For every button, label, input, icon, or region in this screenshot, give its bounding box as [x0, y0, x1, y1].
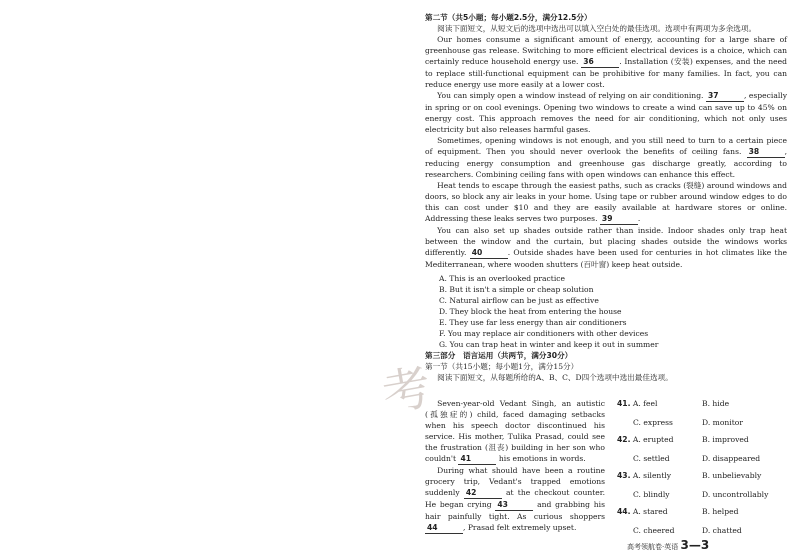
blank-40[interactable]: 40 — [470, 247, 508, 259]
part3-title: 第三部分 语言运用（共两节，满分30分） — [425, 351, 573, 360]
choice[interactable]: C. express — [633, 418, 673, 427]
option-list — [425, 273, 787, 350]
choice[interactable]: B. improved — [702, 435, 749, 444]
option-d: D. They block the heat from entering the house — [439, 307, 622, 316]
choice[interactable]: B. helped — [702, 507, 739, 516]
blank-37[interactable]: 37 — [706, 90, 744, 102]
option-a: A. This is an overlooked practice — [439, 274, 566, 283]
paragraph-5: You can also set up shades outside rather than inside. Indoor shades only trap heat between the window and the curtain, but placing shades outside the windows works differently. 40 . Outside shades have been used for centuries in hot climates like the Mediterranean, where wooden shutters (百叶窗) keep heat outside. — [425, 226, 787, 269]
paragraph-4: Heat tends to escape through the easiest paths, such as cracks (裂缝) around windows and doors, so block any air leaks in your home. Using tape or rubber around window edges to do this can cost under $10 and they are easily available at hardware stores or online. Addressing these leaks serves two purposes. 39 . — [425, 181, 787, 223]
paragraph-3: Sometimes, opening windows is not enough, and you still need to turn to a certain piece of equipment. Then you should never overlook the benefits of ceiling fans. 38 , reducing energy consumption and greenhouse gas discharge greatly, according to researchers. Combining ceiling fans with open windows can enhance this effect. — [425, 136, 787, 179]
choice[interactable]: C. settled — [633, 454, 670, 463]
section-title: 第二节（共5小题；每小题2.5分，满分12.5分） — [425, 13, 592, 22]
page-footer — [627, 538, 709, 552]
question-list — [617, 398, 787, 542]
blank-44[interactable]: 44 — [425, 522, 463, 534]
choice[interactable]: C. blindly — [633, 490, 670, 499]
option-f: F. You may replace air conditioners with other devices — [439, 329, 649, 338]
blank-39[interactable]: 39 — [600, 213, 638, 225]
blank-42[interactable]: 42 — [464, 487, 502, 499]
question-44: 44. A. stared B. helped C. cheered D. chatted — [617, 506, 787, 536]
question-42: 42. A. erupted B. improved C. settled D. disappeared — [617, 434, 787, 464]
choice[interactable]: D. disappeared — [702, 454, 761, 463]
cloze-paragraph-2: During what should have been a routine grocery trip, Vedant's trapped emotions suddenly 42 at the checkout counter. He began crying 43 and grabbing his hair painfully tight. As curious shoppers 44 , Prasad felt extremely upset. — [425, 466, 605, 532]
page-number: 3—3 — [680, 538, 710, 552]
choice[interactable]: A. silently — [632, 471, 672, 480]
instruction: 阅读下面短文，从短文后的选项中选出可以填入空白处的最佳选项。选项中有两项为多余选项。 — [437, 24, 757, 33]
paragraph-2: You can simply open a window instead of relying on air conditioning. 37 , especially in spring or on cool evenings. Opening two windows to create a wind can save up to 45% on energy cost. This approach removes the need for air conditioning, which not only uses electricity but also releases harmful gases. — [425, 91, 787, 134]
part3-instruction: 阅读下面短文，从每题所给的A、B、C、D四个选项中选出最佳选项。 — [437, 373, 673, 382]
choice[interactable]: D. uncontrollably — [702, 490, 769, 499]
watermark: 考 — [378, 359, 436, 423]
blank-43[interactable]: 43 — [495, 499, 533, 511]
choice[interactable]: D. chatted — [702, 526, 742, 535]
cloze-area — [425, 398, 787, 548]
page-content — [425, 0, 787, 560]
part3-section-title: 第一节（共15小题；每小题1分，满分15分） — [425, 362, 579, 371]
cloze-paragraph-1: Seven-year-old Vedant Singh, an autistic (孤独症的) child, faced damaging setbacks when his speech doctor discontinued his service. His mother, Tulika Prasad, could see the frustration (沮丧) building in her son who couldn't 41 his emotions in words. — [425, 399, 605, 463]
choice[interactable]: D. monitor — [702, 418, 743, 427]
blank-38[interactable]: 38 — [747, 146, 785, 158]
choice[interactable]: B. hide — [702, 399, 730, 408]
paragraph-1: Our homes consume a significant amount of energy, accounting for a large share of greenhouse gas release. Switching to more efficient electrical devices is a choice, which can certainly reduce household energy use. 36 . Installation (安装) expenses, and the need to replace still-functional equipment can be prohibitive for many families. In fact, you can reduce energy use more easily at a lower cost. — [425, 35, 788, 89]
option-g: G. You can trap heat in winter and keep it out in summer — [439, 340, 659, 349]
choice[interactable]: B. unbelievably — [702, 471, 762, 480]
option-e: E. They use far less energy than air conditioners — [439, 318, 627, 327]
footer-label: 高考领航卷·英语 — [627, 543, 679, 551]
blank-41[interactable]: 41 — [458, 453, 496, 465]
question-43: 43. A. silently B. unbelievably C. blindly D. uncontrollably — [617, 470, 787, 500]
option-c: C. Natural airflow can be just as effective — [439, 296, 599, 305]
choice[interactable]: A. stared — [632, 507, 668, 516]
option-b: B. But it isn't a simple or cheap solution — [439, 285, 594, 294]
cloze-passage — [425, 398, 605, 534]
choice[interactable]: A. feel — [632, 399, 658, 408]
question-41: 41. A. feel B. hide C. express D. monitor — [617, 398, 787, 428]
choice[interactable]: C. cheered — [633, 526, 675, 535]
choice[interactable]: A. erupted — [632, 435, 674, 444]
blank-36[interactable]: 36 — [581, 56, 619, 68]
